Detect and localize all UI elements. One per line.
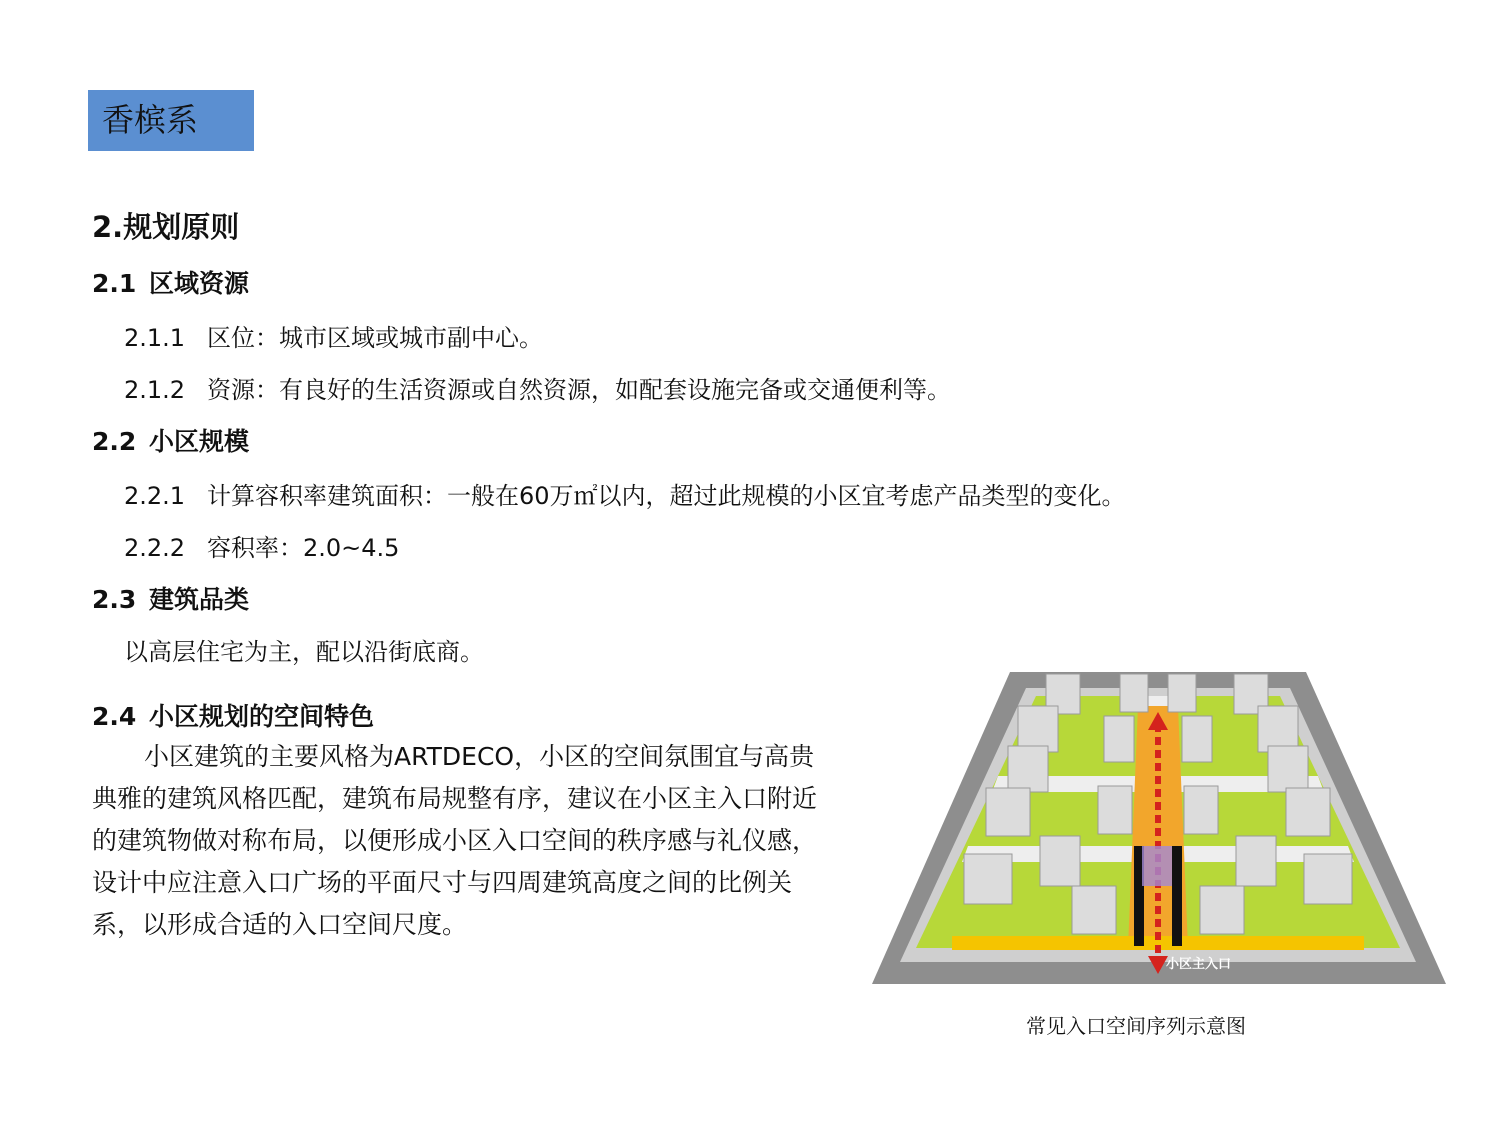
subsection-heading (92, 580, 249, 616)
site-plan-illustration (868, 666, 1448, 988)
item-number: 2.2.1 (124, 482, 186, 510)
series-badge: 香槟系 (88, 90, 254, 151)
item-text: 资源：有良好的生活资源或自然资源，如配套设施完备或交通便利等。 (207, 376, 951, 404)
category-text: 以高层住宅为主，配以沿街底商。 (124, 638, 484, 666)
body-paragraph (92, 736, 827, 946)
item-number: 2.1.2 (124, 376, 186, 404)
subsection-heading (92, 264, 249, 300)
subsection-number: 2.4 (92, 702, 137, 731)
section-title: 2.规划原则 (92, 210, 240, 244)
paragraph-text: 小区建筑的主要风格为ARTDECO，小区的空间氛围宜与高贵典雅的建筑风格匹配，建筑布局规整有序，建议在小区主入口附近的建筑物做对称布局，以便形成小区入口空间的秩序感与礼仪感，设计中应注意入口广场的平面尺寸与四周建筑高度之间的比例关系，以形成合适的入口空间尺度。 (92, 742, 818, 939)
list-item (124, 528, 399, 563)
list-item (124, 318, 543, 353)
subsection-title: 建筑品类 (149, 585, 250, 614)
figure-caption: 常见入口空间序列示意图 (1026, 1014, 1246, 1038)
subsection-heading (92, 422, 249, 458)
subsection-title: 小区规模 (149, 427, 250, 456)
entrance-sequence-figure (868, 666, 1448, 988)
subsection-number: 2.2 (92, 427, 137, 456)
subsection-number: 2.3 (92, 585, 137, 614)
plaza-feature (1142, 846, 1172, 886)
subsection-heading (92, 697, 374, 733)
subsection-title: 区域资源 (149, 269, 250, 298)
item-number: 2.2.2 (124, 534, 186, 562)
list-item (124, 476, 1126, 511)
item-text: 容积率：2.0~4.5 (207, 534, 400, 562)
subsection-number: 2.1 (92, 269, 137, 298)
item-text: 计算容积率建筑面积：一般在60万㎡以内，超过此规模的小区宜考虑产品类型的变化。 (207, 482, 1126, 510)
item-text: 区位：城市区域或城市副中心。 (207, 324, 543, 352)
figure-label: 小区主入口 (1166, 957, 1232, 972)
list-item (124, 370, 951, 405)
subsection-title: 小区规划的空间特色 (149, 702, 375, 731)
item-number: 2.1.1 (124, 324, 186, 352)
